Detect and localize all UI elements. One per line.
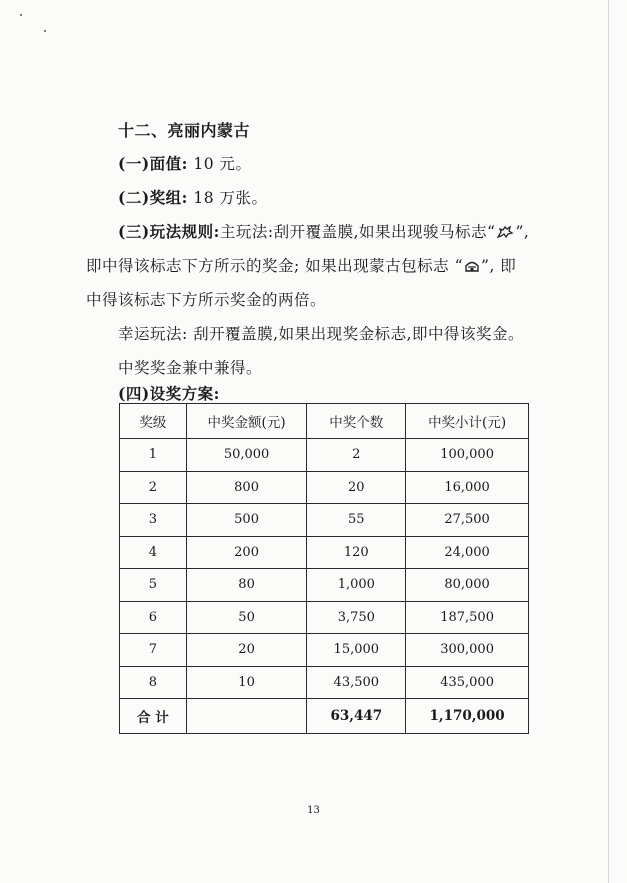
total-amount [186,699,307,734]
table-total-row [120,699,529,734]
total-label: 合 计 [120,699,187,734]
page-number: 13 [307,805,320,816]
header-level: 奖级 [120,404,187,439]
cell-amount: 800 [186,471,307,504]
table-row [120,666,529,699]
combine-line: 中奖奖金兼中兼得。 [118,359,263,377]
cell-count: 43,500 [307,666,406,699]
cell-level: 2 [120,471,187,504]
table-row [120,601,529,634]
table-row [120,569,529,602]
cell-amount: 50,000 [186,439,307,472]
lucky-play-line: 幸运玩法: 刮开覆盖膜,如果出现奖金标志,即中得该奖金。 [118,325,525,343]
cell-amount: 20 [186,634,307,667]
total-count: 63,447 [307,699,406,734]
total-subtotal: 1,170,000 [406,699,529,734]
prize-group-label: (二)奖组: [118,188,188,207]
scan-speck [44,30,46,32]
cell-subtotal: 187,500 [406,601,529,634]
rules-text-1b: ”, [515,223,530,241]
rules-label: (三)玩法规则: [118,222,220,241]
cell-subtotal: 80,000 [406,569,529,602]
cell-level: 1 [120,439,187,472]
cell-level: 3 [120,504,187,537]
rules-line-1 [118,220,529,244]
horse-icon [496,224,514,244]
rules-line-3: 中得该标志下方所示奖金的两倍。 [86,291,327,309]
table-row [120,439,529,472]
cell-count: 1,000 [307,569,406,602]
cell-subtotal: 16,000 [406,471,529,504]
cell-count: 2 [307,439,406,472]
cell-level: 5 [120,569,187,602]
cell-amount: 500 [186,504,307,537]
cell-subtotal: 100,000 [406,439,529,472]
scan-edge [608,0,609,883]
cell-count: 120 [307,536,406,569]
plan-label: (四)设奖方案: [118,384,220,403]
header-count: 中奖个数 [307,404,406,439]
cell-count: 3,750 [307,601,406,634]
header-amount: 中奖金额(元) [186,404,307,439]
prize-table [119,403,529,734]
cell-amount: 10 [186,666,307,699]
section-title: 十二、亮丽内蒙古 [118,121,251,140]
cell-amount: 80 [186,569,307,602]
prize-group-text: 18 万张。 [193,189,268,207]
prize-group-line [118,186,267,208]
rules-text-2a: 即中得该标志下方所示的奖金; 如果出现蒙古包标志 “ [86,257,464,275]
table-row [120,634,529,667]
cell-subtotal: 27,500 [406,504,529,537]
rules-text-2b: ”, 即 [481,257,517,275]
cell-level: 6 [120,601,187,634]
header-subtotal: 中奖小计(元) [406,404,529,439]
table-row [120,504,529,537]
cell-amount: 200 [186,536,307,569]
scan-speck [20,14,22,16]
face-value-line [118,152,251,174]
cell-amount: 50 [186,601,307,634]
cell-count: 15,000 [307,634,406,667]
table-row [120,536,529,569]
table-row [120,471,529,504]
rules-line-2 [86,254,516,278]
cell-level: 8 [120,666,187,699]
cell-level: 4 [120,536,187,569]
yurt-icon [464,258,480,278]
cell-subtotal: 435,000 [406,666,529,699]
face-value-text: 10 元。 [193,155,252,173]
cell-count: 55 [307,504,406,537]
face-value-label: (一)面值: [118,154,188,173]
cell-level: 7 [120,634,187,667]
table-header-row [120,404,529,439]
rules-text-1a: 主玩法:刮开覆盖膜,如果出现骏马标志“ [219,223,496,241]
cell-subtotal: 300,000 [406,634,529,667]
cell-subtotal: 24,000 [406,536,529,569]
cell-count: 20 [307,471,406,504]
